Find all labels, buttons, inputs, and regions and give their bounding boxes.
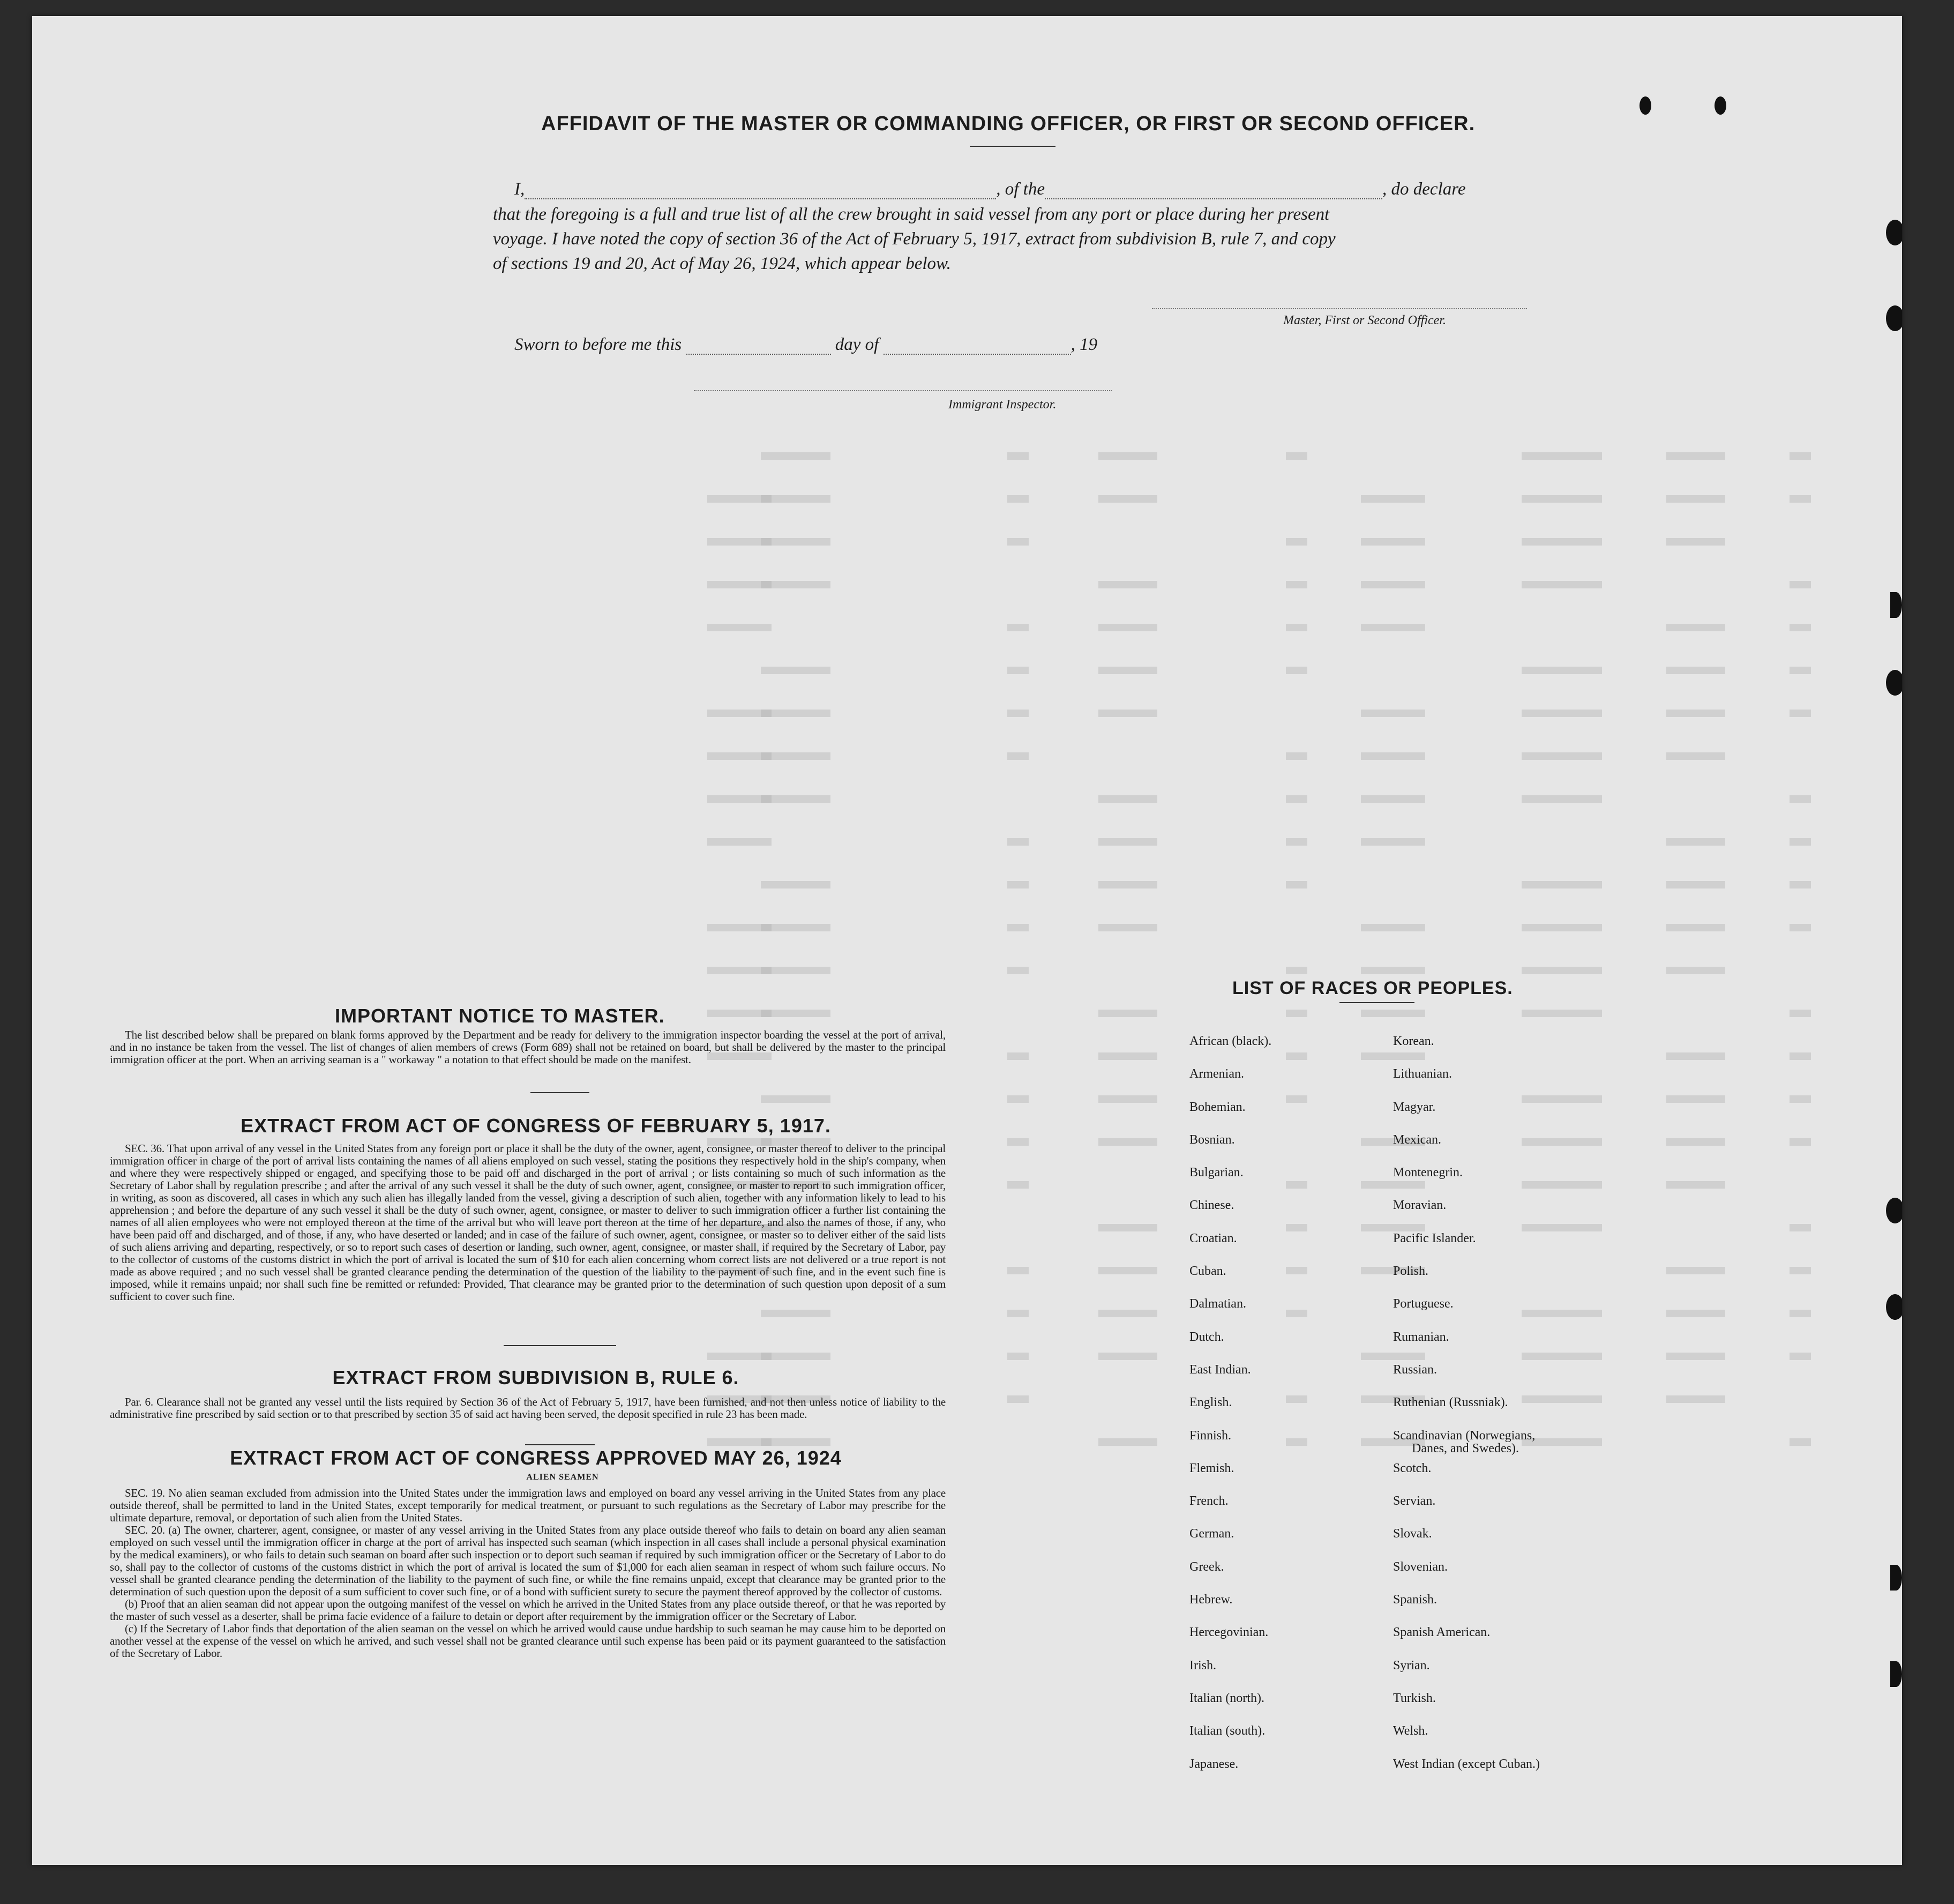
affidavit-line-2: that the foregoing is a full and true list of all the crew brought in said vessel from any port or place during her present: [493, 205, 1330, 224]
affidavit-line-1: [514, 180, 1465, 199]
race-item: Pacific Islander.: [1393, 1231, 1476, 1245]
sworn-line: [514, 335, 1097, 355]
section-20b-paragraph: (b) Proof that an alien seaman did not appear upon the outgoing manifest of the vessel on which he arrived in the United States from any place outside thereof, or that he was reported by the master of such vessel as a deserter, shall be prima facie evidence of a failure to detain or deport after requirement by the immigration officer or the Secretary of Labor.: [110, 1597, 946, 1623]
extract-subdiv-body: [110, 1396, 946, 1421]
ghost-mark: [761, 452, 830, 460]
notice-title: IMPORTANT NOTICE TO MASTER.: [335, 1005, 665, 1027]
ghost-mark: [1666, 1095, 1725, 1103]
ghost-mark: [707, 924, 772, 931]
race-item: Bosnian.: [1189, 1132, 1235, 1147]
ghost-mark: [1790, 1438, 1811, 1446]
ghost-mark: [1007, 1095, 1029, 1103]
affidavit-title: AFFIDAVIT OF THE MASTER OR COMMANDING OFFICER, OR FIRST OR SECOND OFFICER.: [541, 113, 1476, 135]
inspector-signature-line: [694, 390, 1112, 392]
ghost-mark: [1098, 924, 1157, 931]
ghost-mark: [1286, 967, 1307, 974]
ghost-mark: [1522, 967, 1602, 974]
ghost-mark: [1286, 1052, 1307, 1060]
race-item: Hercegovinian.: [1189, 1625, 1269, 1640]
ghost-mark: [1790, 1353, 1811, 1360]
ghost-mark: [1666, 838, 1725, 846]
ghost-row: [32, 659, 1902, 681]
race-item: Lithuanian.: [1393, 1067, 1452, 1081]
ghost-mark: [1666, 538, 1725, 546]
race-item: Chinese.: [1189, 1198, 1234, 1213]
ghost-mark: [1361, 1010, 1425, 1017]
ghost-mark: [1522, 538, 1602, 546]
race-item: French.: [1189, 1494, 1229, 1509]
ghost-mark: [1361, 967, 1425, 974]
ghost-mark: [1098, 1095, 1157, 1103]
ghost-mark: [1666, 1310, 1725, 1317]
ghost-row: [32, 702, 1902, 723]
divider: [504, 1345, 616, 1346]
ghost-mark: [707, 581, 772, 588]
ghost-mark: [707, 967, 772, 974]
ghost-mark: [1286, 624, 1307, 631]
ghost-row: [32, 488, 1902, 509]
extract-subdiv-title: EXTRACT FROM SUBDIVISION B, RULE 6.: [332, 1367, 739, 1388]
race-item-scandinavian-cont: Danes, and Swedes).: [1412, 1442, 1519, 1455]
ghost-row: [32, 573, 1902, 595]
ghost-mark: [1007, 624, 1029, 631]
race-item: Polish.: [1393, 1264, 1429, 1279]
ghost-mark: [1522, 581, 1602, 588]
race-item: Italian (north).: [1189, 1691, 1264, 1705]
race-item: Scotch.: [1393, 1461, 1432, 1475]
ghost-mark: [707, 538, 772, 546]
ghost-mark: [1286, 1267, 1307, 1274]
race-item: Cuban.: [1189, 1264, 1226, 1279]
ghost-mark: [1007, 752, 1029, 760]
extract-1924-title: EXTRACT FROM ACT OF CONGRESS APPROVED MAY 26, 1924: [230, 1447, 842, 1469]
ghost-mark: [1666, 495, 1725, 503]
ghost-mark: [1522, 924, 1602, 931]
divider: [1339, 1002, 1414, 1003]
ghost-mark: [1666, 752, 1725, 760]
affidavit-i: I,: [514, 180, 525, 199]
ghost-mark: [1098, 838, 1157, 846]
ghost-mark: [1666, 667, 1725, 674]
ghost-mark: [1098, 1138, 1157, 1146]
ghost-mark: [1098, 1310, 1157, 1317]
ghost-mark: [707, 838, 772, 846]
ghost-mark: [707, 1438, 772, 1446]
ghost-row: [32, 1302, 1902, 1324]
ghost-mark: [1007, 881, 1029, 888]
ghost-mark: [1007, 1181, 1029, 1189]
ghost-mark: [1286, 667, 1307, 674]
ghost-mark: [1007, 924, 1029, 931]
race-item: Croatian.: [1189, 1231, 1237, 1245]
race-item: Italian (south).: [1189, 1724, 1266, 1738]
section-20a-paragraph: SEC. 20. (a) The owner, charterer, agent, consignee, or master of any vessel arriving in the United States from any place outside thereof who fails to detain on board any alien seaman employed on such vessel until the immigration officer in charge at the port of arrival has inspected such seaman (which inspection in all cases shall include a personal physical examination by the medical examiners), or who fails to detain such seaman on board after such inspection or to deport such seaman if required by such immigration officer or the Secretary of Labor to do so, shall pay to the collector of customs of the customs district in which the port of arrival is located the sum of $1,000 for each alien seaman in respect of whom such failure occurs. No vessel shall be granted clearance pending the determination of the liability to the payment of such fine, or while the fine remains unpaid, except that clearance may be granted prior to the determination of such question upon the deposit of a sum sufficient to cover such fine, or of a bond with sufficient surety to secure the payment thereof approved by the collector of customs.: [110, 1524, 946, 1598]
ghost-mark: [1098, 581, 1157, 588]
race-item: Bulgarian.: [1189, 1166, 1244, 1180]
race-item: Bohemian.: [1189, 1100, 1246, 1114]
ghost-mark: [1098, 495, 1157, 503]
ghost-mark: [1790, 1052, 1811, 1060]
ghost-mark: [1007, 452, 1029, 460]
ghost-mark: [1790, 667, 1811, 674]
ghost-mark: [1007, 667, 1029, 674]
ghost-mark: [1361, 495, 1425, 503]
ghost-mark: [1666, 1267, 1725, 1274]
ghost-mark: [1522, 452, 1602, 460]
race-item: Irish.: [1189, 1658, 1216, 1672]
ghost-mark: [1361, 624, 1425, 631]
ghost-row: [32, 531, 1902, 552]
race-item: Turkish.: [1393, 1691, 1436, 1705]
race-item: Mexican.: [1393, 1132, 1441, 1147]
ghost-mark: [1666, 1181, 1725, 1189]
race-item: East Indian.: [1189, 1362, 1251, 1377]
race-item: Magyar.: [1393, 1100, 1436, 1114]
ghost-row: [32, 873, 1902, 895]
race-item: Greek.: [1189, 1559, 1224, 1574]
ghost-mark: [1286, 581, 1307, 588]
section-20c-paragraph: (c) If the Secretary of Labor finds that deportation of the alien seaman on the vessel on which he arrived would cause undue hardship to such seaman he may cause him to be deported on another vessel at the expense of the vessel on which he arrived, and such vessel shall not be granted clearance until such expense has been paid or its payment guaranteed to the satisfaction of the Secretary of Labor.: [110, 1622, 946, 1660]
ghost-row: [32, 445, 1902, 466]
day-blank: [686, 338, 831, 355]
ghost-mark: [1098, 452, 1157, 460]
ghost-mark: [1666, 1052, 1725, 1060]
ghost-mark: [1361, 795, 1425, 803]
ghost-row: [32, 1088, 1902, 1109]
ghost-mark: [1286, 452, 1307, 460]
ghost-mark: [1286, 838, 1307, 846]
race-item: African (black).: [1189, 1034, 1272, 1048]
ghost-mark: [1007, 838, 1029, 846]
ghost-mark: [1286, 538, 1307, 546]
race-item: Welsh.: [1393, 1724, 1428, 1738]
race-item: Hebrew.: [1189, 1593, 1233, 1607]
ghost-mark: [707, 1353, 772, 1360]
ghost-mark: [1286, 1181, 1307, 1189]
name-blank: [525, 182, 996, 199]
divider: [525, 1444, 595, 1445]
race-item: Spanish American.: [1393, 1625, 1491, 1640]
ghost-mark: [1790, 624, 1811, 631]
ghost-mark: [1522, 752, 1602, 760]
section-19-paragraph: SEC. 19. No alien seaman excluded from admission into the United States under the immigration laws and employed on board any vessel arriving in the United States from any place outside thereof, shall be permitted to land in the United States, except temporarily for medical treatment, or pursuant to such regulations as the Secretary of Labor may prescribe for the ultimate departure, removal, or deportation of such alien from the United States.: [110, 1487, 946, 1524]
ghost-mark: [1098, 1052, 1157, 1060]
race-item: English.: [1189, 1395, 1232, 1410]
ghost-mark: [1666, 881, 1725, 888]
ghost-mark: [1007, 1395, 1029, 1403]
ghost-mark: [1286, 1095, 1307, 1103]
ghost-mark: [1286, 1310, 1307, 1317]
ghost-mark: [707, 752, 772, 760]
ghost-row: [32, 916, 1902, 938]
divider: [970, 146, 1055, 147]
ghost-mark: [1361, 581, 1425, 588]
ghost-row: [32, 616, 1902, 638]
race-item: Japanese.: [1189, 1757, 1239, 1771]
race-item: Portuguese.: [1393, 1297, 1454, 1311]
ghost-mark: [1790, 1010, 1811, 1017]
ghost-mark: [1790, 710, 1811, 717]
race-item: Dalmatian.: [1189, 1297, 1246, 1311]
ghost-mark: [1286, 1010, 1307, 1017]
race-item: Rumanian.: [1393, 1330, 1449, 1344]
notice-paragraph: The list described below shall be prepared on blank forms approved by the Department and be ready for delivery to the immigration inspector boarding the vessel at the port of arrival, and in no instance be taken from the vessel. The list of changes of alien members of crews (Form 689) shall not be retained on board, but shall be delivered by the master to the principal immigration officer at the port. When an arriving seaman is a " workaway " a notation to that effect should be made on the manifest.: [110, 1028, 946, 1066]
ghost-mark: [761, 1310, 830, 1317]
ghost-row: [32, 831, 1902, 852]
ghost-mark: [1286, 1438, 1307, 1446]
ghost-mark: [1522, 667, 1602, 674]
ghost-mark: [1361, 538, 1425, 546]
ghost-mark: [1790, 924, 1811, 931]
divider: [530, 1092, 589, 1093]
ghost-mark: [1286, 1395, 1307, 1403]
ghost-mark: [1666, 624, 1725, 631]
ghost-mark: [1007, 1138, 1029, 1146]
ghost-row: [32, 959, 1902, 981]
ghost-mark: [1522, 495, 1602, 503]
ghost-mark: [1286, 1224, 1307, 1231]
race-item: Spanish.: [1393, 1593, 1438, 1607]
ghost-mark: [1286, 881, 1307, 888]
manifest-page: [32, 16, 1902, 1865]
ghost-mark: [707, 495, 772, 503]
ghost-mark: [1007, 1310, 1029, 1317]
race-item: Montenegrin.: [1393, 1166, 1463, 1180]
month-blank: [884, 338, 1071, 355]
inspector-caption: Immigrant Inspector.: [948, 398, 1057, 412]
ghost-row: [32, 788, 1902, 809]
ghost-mark: [1790, 795, 1811, 803]
race-item: Moravian.: [1393, 1198, 1447, 1213]
races-left-column: [1189, 1034, 1271, 1790]
ghost-mark: [1361, 838, 1425, 846]
ghost-mark: [1098, 1267, 1157, 1274]
ghost-mark: [1666, 967, 1725, 974]
ghost-mark: [1790, 495, 1811, 503]
race-item: West Indian (except Cuban.): [1393, 1757, 1540, 1771]
race-item: Korean.: [1393, 1034, 1434, 1048]
ghost-mark: [1361, 924, 1425, 931]
ghost-mark: [1790, 838, 1811, 846]
extract-1917-title: EXTRACT FROM ACT OF CONGRESS OF FEBRUARY 5, 1917.: [241, 1115, 831, 1137]
ghost-mark: [1098, 795, 1157, 803]
sworn-year: , 19: [1070, 335, 1098, 354]
ghost-mark: [1361, 752, 1425, 760]
races-right-column: [1393, 1034, 1540, 1790]
affidavit-of-the: , of the: [996, 180, 1045, 199]
ghost-mark: [1666, 924, 1725, 931]
ghost-mark: [1790, 1267, 1811, 1274]
ghost-mark: [1007, 1267, 1029, 1274]
ghost-mark: [1666, 1395, 1725, 1403]
ghost-mark: [1666, 1353, 1725, 1360]
ghost-mark: [1361, 710, 1425, 717]
race-item: Scandinavian (Norwegians,: [1393, 1428, 1536, 1443]
race-item: Dutch.: [1189, 1330, 1224, 1344]
ghost-row: [32, 745, 1902, 766]
races-title: LIST OF RACES OR PEOPLES.: [1232, 978, 1513, 998]
race-item: Slovak.: [1393, 1527, 1432, 1541]
ghost-mark: [1790, 1138, 1811, 1146]
ghost-mark: [707, 1010, 772, 1017]
sworn-day-of: day of: [835, 335, 879, 354]
extract-1917-paragraph: SEC. 36. That upon arrival of any vessel in the United States from any foreign port or place it shall be the duty of the owner, agent, consignee, or master thereof to deliver to the principal immigration officer in charge of the port of arrival lists containing the names of all aliens employed on such vessel, stating the positions they respectively hold in the ship's company, when and where they were respectively shipped or engaged, and specifying those to be paid off and discharged in the port of arrival ; or lists containing so much of such information as the Secretary of Labor shall by regulation prescribe ; and after the arrival of any such vessel it shall be the duty of such owner, agent, consignee, or master to report to such immigration officer, in writing, as soon as discovered, all cases in which any such alien has illegally landed from the vessel, giving a description of such alien, together with any information likely to lead to his apprehension ; and before the departure of any such vessel it shall be the duty of such owner, agent, consignee, or master to deliver to such immigration officer a further list containing the names of all alien employees who were not employed thereon at the time of the arrival but who will leave port thereon at the time of her departure, and also the names of those, if any, who have been paid off and discharged, and of those, if any, who have deserted or landed; and in case of the failure of such owner, agent, consignee, or master so to deliver either of the said lists of such aliens arriving and departing, respectively, or so to report such cases of desertion or landing, such owner, agent, consignee, or master shall, if required by the Secretary of Labor, pay to the collector of customs of the customs district in which the port of arrival is located the sum of $10 for each alien concerning whom correct lists are not delivered or a true report is not made as above required ; and no such vessel shall be granted clearance pending the determination of the question of the liability to the payment of such fine, and in the event such fine is imposed, while it remains unpaid; nor shall such fine be remitted or refunded: Provided, That clearance may be granted prior to the determination of such question upon deposit of a sum sufficient to cover such fine.: [110, 1142, 946, 1303]
ghost-mark: [1098, 1438, 1157, 1446]
ghost-mark: [1666, 710, 1725, 717]
ghost-mark: [1790, 1310, 1811, 1317]
extract-1917-body: [110, 1143, 946, 1303]
ghost-mark: [1007, 1353, 1029, 1360]
ghost-mark: [1522, 710, 1602, 717]
ghost-mark: [1098, 1010, 1157, 1017]
signature-caption: Master, First or Second Officer.: [1283, 313, 1446, 327]
ghost-mark: [1522, 795, 1602, 803]
ghost-mark: [1098, 881, 1157, 888]
ghost-mark: [1790, 1224, 1811, 1231]
ghost-mark: [761, 881, 830, 888]
race-item: German.: [1189, 1527, 1234, 1541]
affidavit-declare: , do declare: [1382, 180, 1466, 199]
ghost-mark: [707, 795, 772, 803]
ghost-mark: [1098, 1353, 1157, 1360]
affidavit-line-4: of sections 19 and 20, Act of May 26, 1924, which appear below.: [493, 254, 951, 273]
ghost-mark: [1522, 881, 1602, 888]
ghost-mark: [1790, 452, 1811, 460]
ghost-mark: [1286, 795, 1307, 803]
race-item: Slovenian.: [1393, 1559, 1448, 1574]
ghost-mark: [1007, 538, 1029, 546]
extract-1924-subtitle: ALIEN SEAMEN: [526, 1473, 599, 1482]
ghost-mark: [1522, 1010, 1602, 1017]
race-item: Armenian.: [1189, 1067, 1244, 1081]
ghost-mark: [1098, 667, 1157, 674]
race-item: Russian.: [1393, 1362, 1438, 1377]
ghost-mark: [1286, 752, 1307, 760]
ghost-mark: [1666, 452, 1725, 460]
vessel-blank: [1045, 182, 1382, 199]
race-item: Servian.: [1393, 1494, 1436, 1509]
ghost-mark: [707, 710, 772, 717]
ghost-mark: [1790, 1095, 1811, 1103]
race-item: Ruthenian (Russniak).: [1393, 1395, 1508, 1410]
ghost-mark: [1098, 1224, 1157, 1231]
notice-body: [110, 1029, 946, 1066]
sworn-prefix: Sworn to before me this: [514, 335, 682, 354]
ghost-mark: [1666, 1138, 1725, 1146]
ghost-mark: [1790, 881, 1811, 888]
ghost-mark: [1007, 495, 1029, 503]
ghost-mark: [1007, 967, 1029, 974]
race-item: Flemish.: [1189, 1461, 1234, 1475]
ghost-mark: [761, 1095, 830, 1103]
race-item: Finnish.: [1189, 1428, 1232, 1443]
ghost-mark: [1790, 581, 1811, 588]
ghost-mark: [1098, 710, 1157, 717]
ghost-mark: [707, 624, 772, 631]
race-item: Syrian.: [1393, 1658, 1430, 1672]
extract-1924-body: [110, 1487, 946, 1660]
ghost-mark: [761, 667, 830, 674]
affidavit-line-3: voyage. I have noted the copy of section 36 of the Act of February 5, 1917, extract from subdivision B, rule 7, and copy: [493, 229, 1336, 249]
ghost-mark: [1098, 624, 1157, 631]
ghost-row: [32, 1345, 1902, 1367]
ghost-mark: [1007, 1052, 1029, 1060]
ghost-row: [32, 1002, 1902, 1024]
signature-line: [1152, 308, 1527, 310]
ghost-mark: [1007, 710, 1029, 717]
extract-subdiv-paragraph: Par. 6. Clearance shall not be granted any vessel until the lists required by Section 36 of the Act of February 5, 1917, have been furnished, and not then unless notice of liability to the administrative fine prescribed by said section or to that prescribed by section 35 of said act having been served, the deposit specified in rule 23 has been made.: [110, 1395, 946, 1421]
